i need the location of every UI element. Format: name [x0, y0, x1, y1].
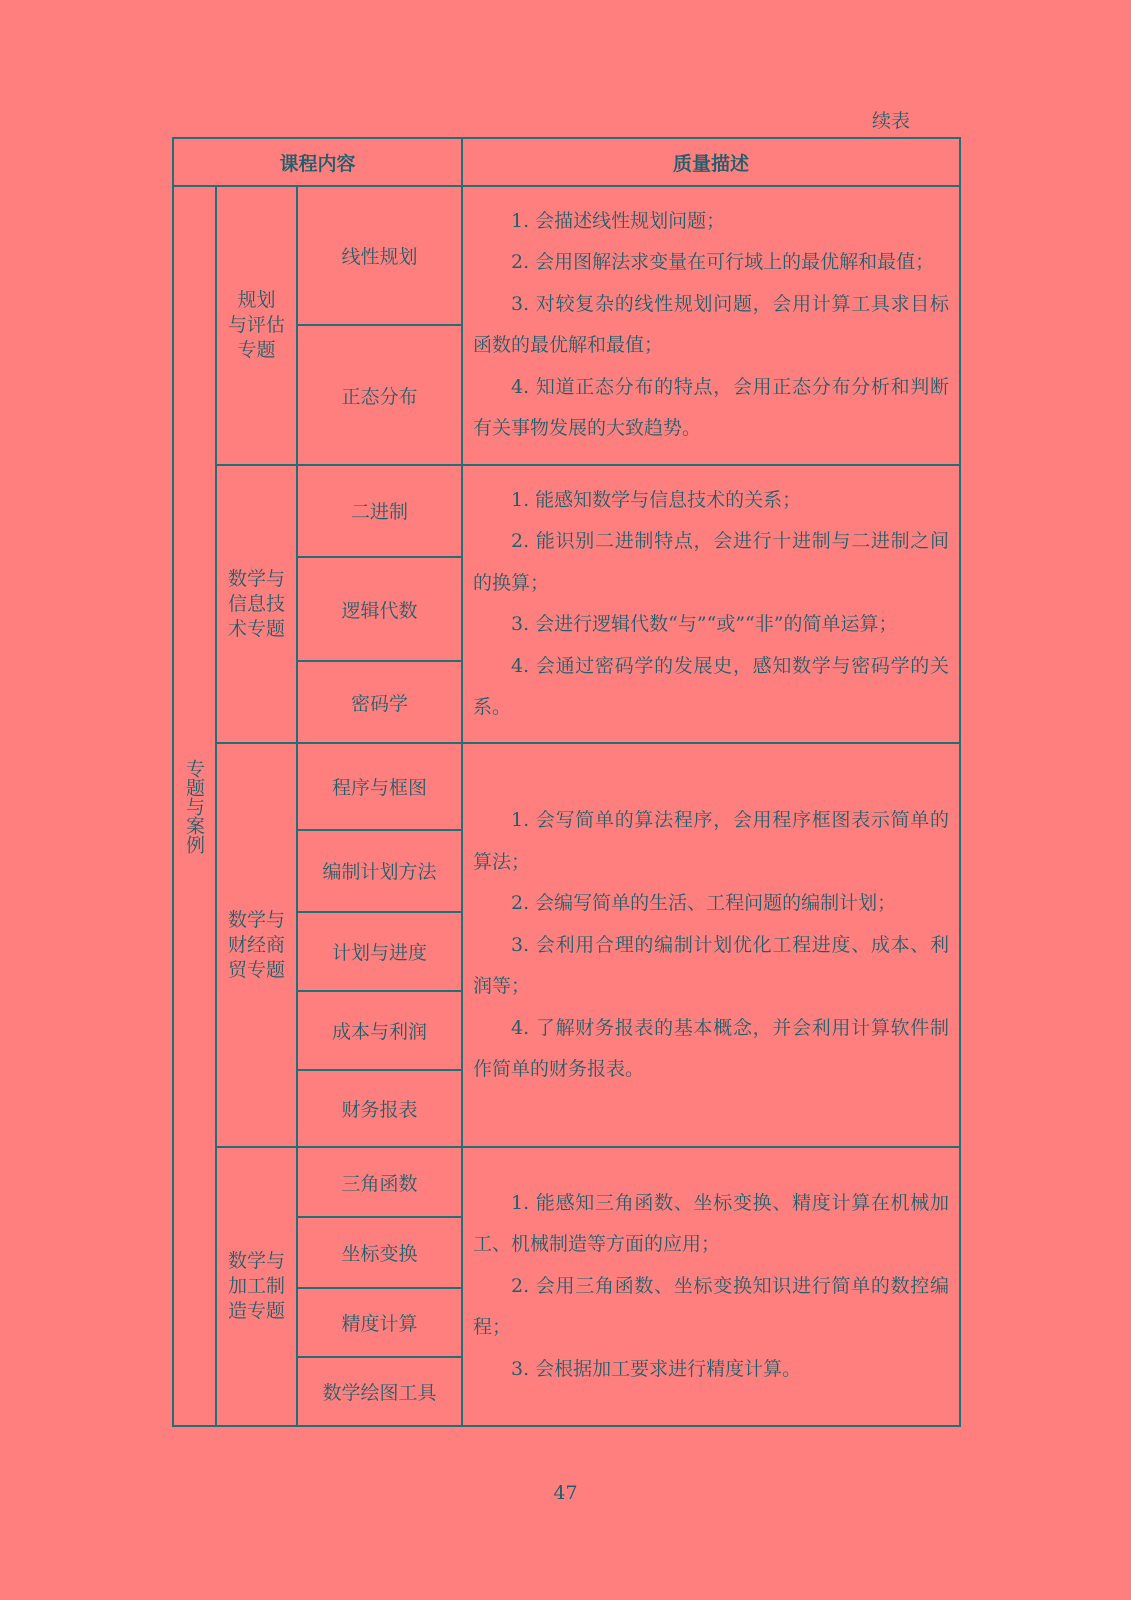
- topic-cell: 精度计算: [297, 1288, 462, 1357]
- table-row: [173, 743, 960, 829]
- quality-description: 1. 会描述线性规划问题； 2. 会用图解法求变量在可行域上的最优解和最值； 3. 对较复杂的线性规划问题，会用计算工具求目标函数的最优解和最值； 4. 知道正态分布的特点，会用正态分布分析和判断有关事物发展的大致趋势。: [462, 186, 960, 465]
- category-cell: [173, 186, 216, 1426]
- quality-description: 1. 能感知数学与信息技术的关系； 2. 能识别二进制特点，会进行十进制与二进制之间的换算； 3. 会进行逻辑代数“与”“或”“非”的简单运算； 4. 会通过密码学的发展史，感知数学与密码学的关系。: [462, 465, 960, 744]
- topic-cell: 数学绘图工具: [297, 1357, 462, 1426]
- header-course-content: 课程内容: [173, 138, 462, 186]
- category-label: 专题与案例: [183, 758, 205, 854]
- quality-description: 1. 会写简单的算法程序，会用程序框图表示简单的算法； 2. 会编写简单的生活、工程问题的编制计划； 3. 会利用合理的编制计划优化工程进度、成本、利润等； 4. 了解财务报表的基本概念，并会利用计算软件制作简单的财务报表。: [462, 743, 960, 1147]
- topic-cell: 程序与框图: [297, 743, 462, 829]
- topic-cell: 财务报表: [297, 1070, 462, 1147]
- continued-table-note: 续表: [872, 110, 911, 132]
- group-name: 数学与 加工制 造专题: [216, 1147, 297, 1426]
- quality-description: 1. 能感知三角函数、坐标变换、精度计算在机械加工、机械制造等方面的应用； 2. 会用三角函数、坐标变换知识进行简单的数控编程； 3. 会根据加工要求进行精度计算。: [462, 1147, 960, 1426]
- table-header-row: [173, 138, 960, 186]
- table-row: [173, 1147, 960, 1217]
- topic-cell: 成本与利润: [297, 991, 462, 1070]
- group-name: 数学与 财经商 贸专题: [216, 743, 297, 1147]
- topic-cell: 密码学: [297, 661, 462, 743]
- topic-cell: 编制计划方法: [297, 830, 462, 912]
- topic-cell: 正态分布: [297, 325, 462, 464]
- topic-cell: 逻辑代数: [297, 557, 462, 661]
- group-name: 规划 与评估 专题: [216, 186, 297, 465]
- table-row: [173, 186, 960, 325]
- table-row: [173, 465, 960, 557]
- topic-cell: 坐标变换: [297, 1217, 462, 1287]
- curriculum-table: [172, 137, 961, 1427]
- topic-cell: 线性规划: [297, 186, 462, 325]
- topic-cell: 计划与进度: [297, 912, 462, 991]
- topic-cell: 三角函数: [297, 1147, 462, 1217]
- group-name: 数学与 信息技 术专题: [216, 465, 297, 744]
- topic-cell: 二进制: [297, 465, 462, 557]
- page-number: 47: [553, 1482, 578, 1504]
- header-quality-description: 质量描述: [462, 138, 960, 186]
